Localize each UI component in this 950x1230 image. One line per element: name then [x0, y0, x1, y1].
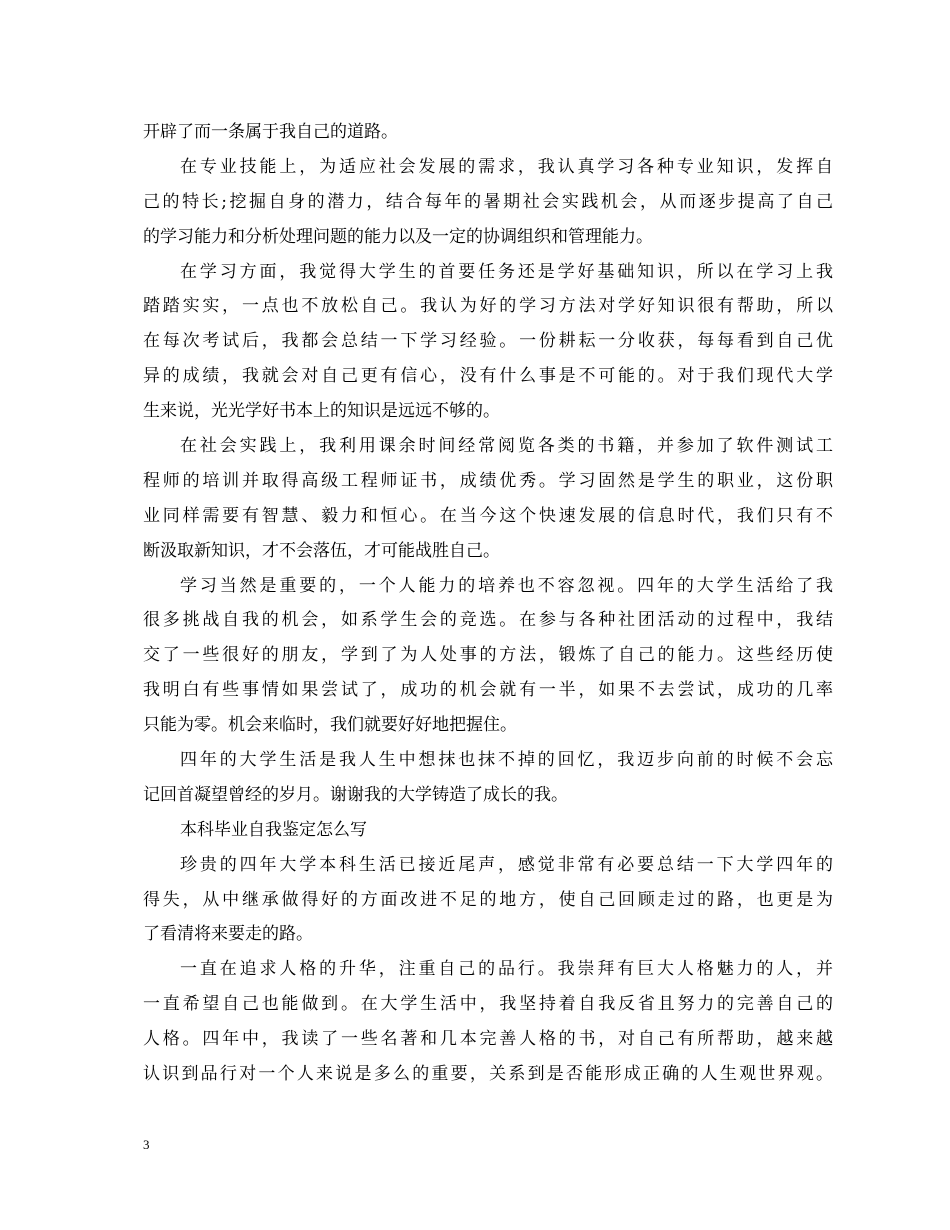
- document-body: [143, 115, 833, 1092]
- text-line: 得失，从中继承做得好的方面改进不足的地方，使自己回顾走过的路，也更是为: [143, 889, 833, 910]
- text-line: 的学习能力和分析处理问题的能力以及一定的协调组织和管理能力。: [143, 226, 653, 247]
- text-line: 开辟了而一条属于我自己的道路。: [143, 122, 398, 142]
- text-line: 交了一些很好的朋友，学到了为人处事的方法，锻炼了自己的能力。这些经历使: [143, 645, 833, 666]
- text-line: 珍贵的四年大学本科生活已接近尾声，感觉非常有必要总结一下大学四年的: [180, 854, 833, 875]
- text-line: 四年的大学生活是我人生中想抹也抹不掉的回忆，我迈步向前的时候不会忘: [180, 750, 833, 771]
- text-line: 人格。四年中，我读了一些名著和几本完善人格的书，对自己有所帮助，越来越: [143, 1029, 833, 1050]
- text-line: 在专业技能上，为适应社会发展的需求，我认真学习各种专业知识，发挥自: [180, 156, 833, 177]
- text-line: 一直希望自己也能做到。在大学生活中，我坚持着自我反省且努力的完善自己的: [143, 994, 833, 1015]
- text-line: 在社会实践上，我利用课余时间经常阅览各类的书籍，并参加了软件测试工: [180, 436, 833, 457]
- text-line: 己的特长;挖掘自身的潜力，结合每年的暑期社会实践机会，从而逐步提高了自己: [143, 191, 833, 212]
- text-line: 只能为零。机会来临时，我们就要好好地把握住。: [143, 715, 517, 736]
- page-number: 3: [143, 1137, 150, 1152]
- text-line: 业同样需要有智慧、毅力和恒心。在当今这个快速发展的信息时代，我们只有不: [143, 505, 833, 526]
- text-line: 踏踏实实，一点也不放松自己。我认为好的学习方法对学好知识很有帮助，所以: [143, 296, 833, 317]
- text-line: 生来说，光光学好书本上的知识是远远不够的。: [143, 401, 500, 422]
- text-line: 我明白有些事情如果尝试了，成功的机会就有一半，如果不去尝试，成功的几率: [143, 680, 833, 701]
- text-line: 断汲取新知识，才不会落伍，才可能战胜自己。: [143, 540, 500, 561]
- text-line: 认识到品行对一个人来说是多么的重要，关系到是否能形成正确的人生观世界观。: [143, 1064, 833, 1085]
- text-line: 一直在追求人格的升华，注重自己的品行。我崇拜有巨大人格魅力的人，并: [180, 959, 833, 980]
- text-line: 程师的培训并取得高级工程师证书，成绩优秀。学习固然是学生的职业，这份职: [143, 470, 833, 491]
- text-line: 记回首凝望曾经的岁月。谢谢我的大学铸造了成长的我。: [143, 784, 568, 805]
- text-line: 在每次考试后，我都会总结一下学习经验。一份耕耘一分收获，每每看到自己优: [143, 331, 833, 352]
- text-line: 很多挑战自我的机会，如系学生会的竞选。在参与各种社团活动的过程中，我结: [143, 610, 833, 631]
- text-line: 了看清将来要走的路。: [143, 924, 313, 945]
- text-line: 在学习方面，我觉得大学生的首要任务还是学好基础知识，所以在学习上我: [180, 261, 833, 282]
- text-line: 本科毕业自我鉴定怎么写: [180, 819, 367, 840]
- text-line: 异的成绩，我就会对自己更有信心，没有什么事是不可能的。对于我们现代大学: [143, 366, 833, 387]
- text-line: 学习当然是重要的，一个人能力的培养也不容忽视。四年的大学生活给了我: [180, 575, 833, 596]
